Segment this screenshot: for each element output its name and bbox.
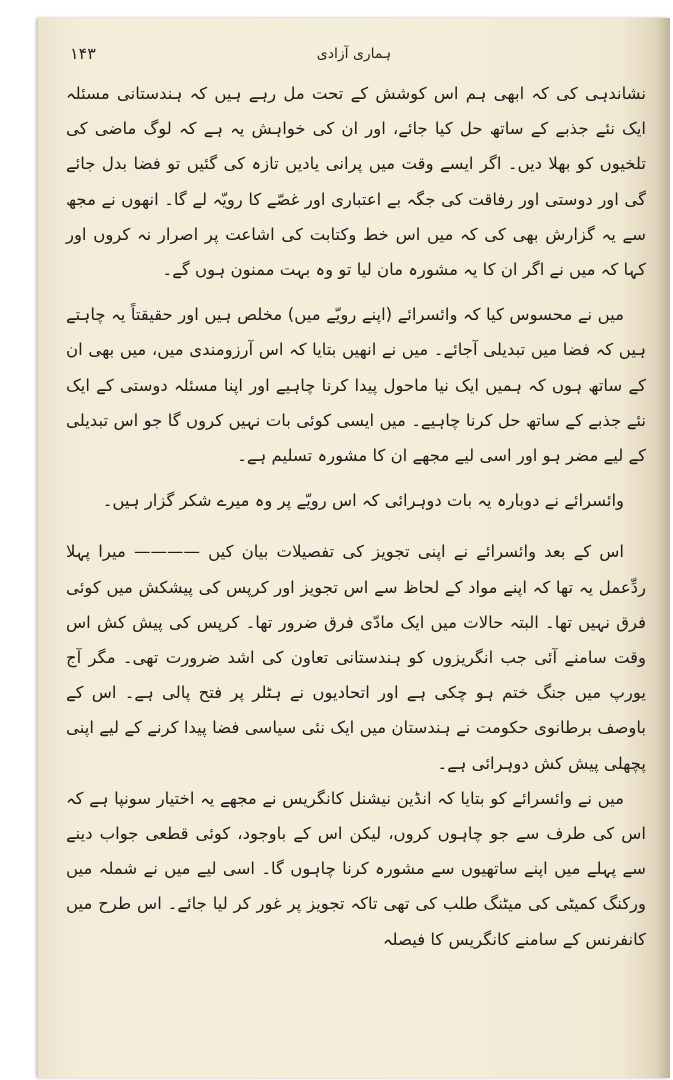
paragraph-5: میں نے وائسرائے کو بتایا کہ انڈین نیشنل کانگریس نے مجھے یہ اختیار سونپا ہے کہ اس کی طرف سے جو چاہوں کروں، لیکن اس کے باوجود، کوئی قطعی جواب دینے سے پہلے میں اپنے ساتھیوں سے مشورہ کرنا چاہوں گا۔ اسی لیے میں نے شملہ میں ورکنگ کمیٹی کی میٹنگ طلب کی تھی تاکہ تجویز پر غور کر لیا جائے۔ اس طرح میں کانفرنس کے سامنے کانگریس کا فیصلہ [66,788,646,949]
page-edge-shadow [656,18,670,1078]
paragraph-1: نشاندہی کی کہ ابھی ہم اس کوشش کے تحت مل رہے ہیں کہ ہندستانی مسئلہ ایک نئے جذبے کے ساتھ حل کیا جائے، اور ان کی خواہش یہ ہے کہ لوگ ماضی کی تلخیوں کو بھلا دیں۔ اگر ایسے وقت میں پرانی یادیں تازہ کی گئیں تو فضا بدل جائے گی اور دوستی اور رفاقت کی جگہ بے اعتباری اور غصّے کا رویّہ لے گا۔ انھوں نے مجھ سے یہ گزارش بھی کی کہ میں اس خط وکتابت کی اشاعت پر اصرار نہ کروں اور کہا کہ میں نے اگر ان کا یہ مشورہ مان لیا تو وہ بہت ممنون ہوں گے۔ [66,84,646,280]
page-header [38,18,670,68]
body-text [66,76,646,957]
running-title: ہماری آزادی [316,46,392,62]
paragraph-3: وائسرائے نے دوبارہ یہ بات دوہرائی کہ اس رویّے پر وہ میرے شکر گزار ہیں۔ [102,491,624,511]
page-number: ۱۴۳ [70,44,96,63]
paragraph-4: اس کے بعد وائسرائے نے اپنی تجویز کی تفصیلات بیان کیں ———— میرا پہلا ردِّعمل یہ تھا کہ اپنے مواد کے لحاظ سے اس تجویز اور کرپس کی پیشکش میں کوئی فرق نہیں تھا۔ البتہ حالات میں ایک مادّی فرق ضرور تھا۔ کرپس کی پیش کش اس وقت سامنے آئی جب انگریزوں کو ہندستانی تعاون کی اشد ضرورت تھی۔ مگر آج یورپ میں جنگ ختم ہو چکی ہے اور اتحادیوں نے ہٹلر پر فتح پالی ہے۔ اس کے باوصف برطانوی حکومت نے ہندستان میں ایک نئی سیاسی فضا پیدا کرنے کے لیے اپنی پچھلی پیش کش دوہرائی ہے۔ [66,542,646,773]
book-page [38,18,670,1078]
paragraph-2: میں نے محسوس کیا کہ وائسرائے (اپنے رویّے میں) مخلص ہیں اور حقیقتاً یہ چاہتے ہیں کہ فضا میں تبدیلی آجائے۔ میں نے انھیں بتایا کہ اس آرزومندی میں، میں بھی ان کے ساتھ ہوں کہ ہمیں ایک نیا ماحول پیدا کرنا چاہیے اور اپنا مسئلہ دوستی کے ایک نئے جذبے کے ساتھ حل کرنا چاہیے۔ میں ایسی کوئی بات نہیں کروں گا جو اس تبدیلی کے لیے مضر ہو اور اسی لیے مجھے ان کا مشورہ تسلیم ہے۔ [66,305,646,466]
